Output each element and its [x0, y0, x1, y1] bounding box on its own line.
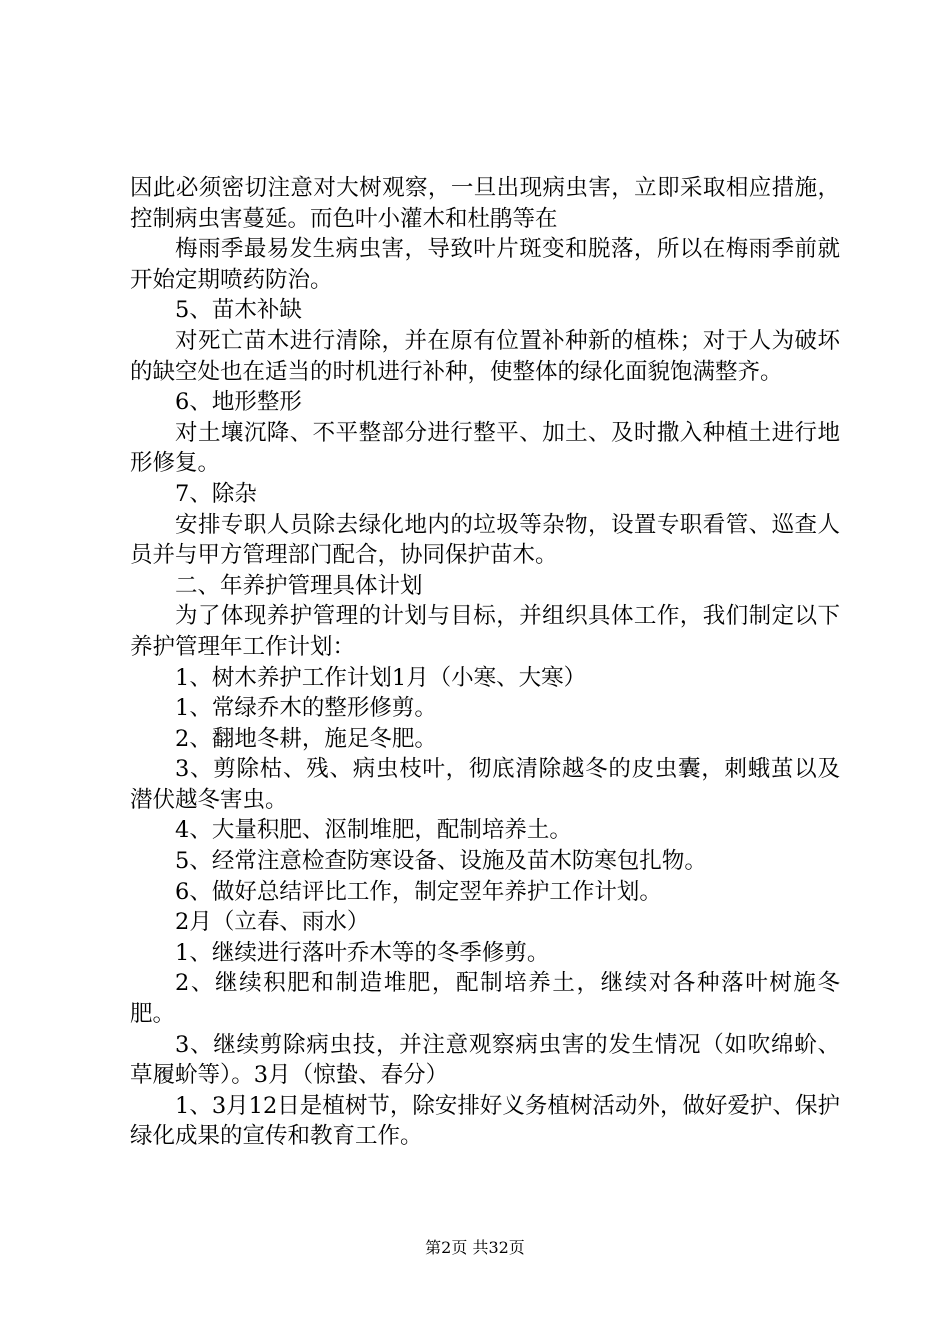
paragraph: 6、地形整形	[175, 389, 302, 416]
paragraph: 5、经常注意检查防寒设备、设施及苗木防寒包扎物。	[175, 848, 707, 875]
paragraph: 7、除杂	[175, 480, 257, 507]
paragraph: 6、做好总结评比工作，制定翌年养护工作计划。	[175, 878, 662, 905]
paragraph: 2、继续积肥和制造堆肥，配制培养土，继续对各种落叶树施冬肥。	[130, 970, 840, 1028]
paragraph: 3、剪除枯、残、病虫枝叶，彻底清除越冬的皮虫囊，刺蛾茧以及潜伏越冬害虫。	[130, 756, 840, 813]
paragraph: 1、继续进行落叶乔木等的冬季修剪。	[175, 939, 550, 966]
page-footer: 第2页 共32页	[425, 1238, 525, 1257]
document-body	[130, 173, 840, 1152]
paragraph: 对土壤沉降、不平整部分进行整平、加土、及时撒入种植土进行地形修复。	[130, 419, 840, 477]
paragraph: 安排专职人员除去绿化地内的垃圾等杂物，设置专职看管、巡查人员并与甲方管理部门配合，协同保护苗木。	[130, 511, 840, 569]
paragraph: 5、苗木补缺	[175, 297, 302, 324]
paragraph: 为了体现养护管理的计划与目标，并组织具体工作，我们制定以下养护管理年工作计划：	[130, 603, 840, 660]
paragraph: 因此必须密切注意对大树观察，一旦出现病虫害，立即采取相应措施，控制病虫害蔓延。而色叶小灌木和杜鹃等在	[130, 175, 840, 232]
paragraph: 1、3月12日是植树节，除安排好义务植树活动外，做好爱护、保护绿化成果的宣传和教育工作。	[130, 1092, 840, 1150]
paragraph: 1、常绿乔木的整形修剪。	[175, 695, 437, 722]
paragraph: 2、翻地冬耕，施足冬肥。	[175, 725, 437, 752]
paragraph: 4、大量积肥、沤制堆肥，配制培养土。	[175, 817, 572, 844]
paragraph: 对死亡苗木进行清除，并在原有位置补种新的植株；对于人为破坏的缺空处也在适当的时机进行补种，使整体的绿化面貌饱满整齐。	[130, 327, 840, 385]
paragraph: 2月（立春、雨水）	[175, 909, 370, 936]
paragraph: 二、年养护管理具体计划	[175, 572, 423, 599]
paragraph: 3、继续剪除病虫技，并注意观察病虫害的发生情况（如吹绵蚧、草履蚧等）。3月（惊蛰、春分）	[130, 1031, 840, 1089]
paragraph: 1、树木养护工作计划1月（小寒、大寒）	[175, 664, 587, 691]
paragraph: 梅雨季最易发生病虫害，导致叶片斑变和脱落，所以在梅雨季前就开始定期喷药防治。	[130, 236, 840, 293]
